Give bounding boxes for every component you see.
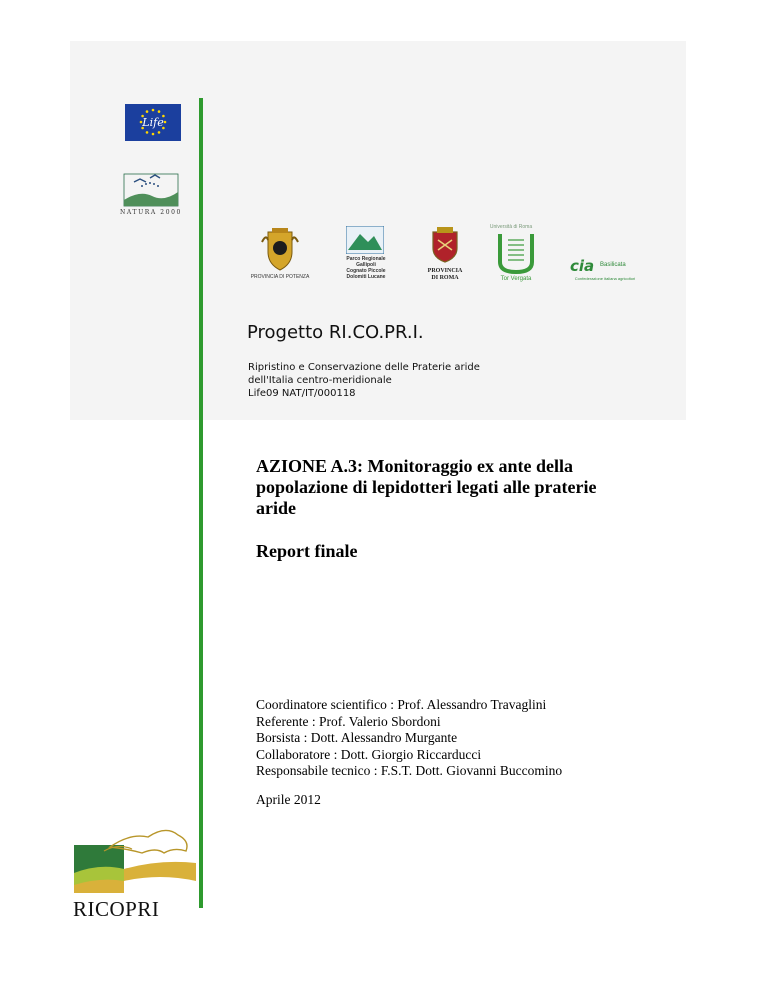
parco-line-1: Parco Regionale [346, 256, 386, 262]
green-vertical-rule [199, 98, 203, 908]
provincia-roma-line-1: PROVINCIA [427, 268, 463, 274]
provincia-roma-line-2: DI ROMA [431, 275, 459, 281]
project-subtitle-line-1: Ripristino e Conservazione delle Praterie aride [248, 362, 480, 373]
tor-vergata-label: Tor Vergata [500, 276, 532, 282]
document-date: Aprile 2012 [256, 792, 321, 807]
credit-line: Referente : Prof. Valerio Sbordoni [256, 713, 441, 729]
project-subtitle-line-2: dell'Italia centro-meridionale [248, 375, 392, 386]
provincia-roma-label [418, 268, 472, 282]
project-subtitle [248, 361, 480, 400]
parco-regionale-logo [346, 226, 384, 259]
credit-line: Collaboratore : Dott. Giorgio Riccarducci [256, 746, 482, 762]
provincia-roma-crest [428, 226, 462, 269]
parco-regionale-label [346, 256, 386, 280]
svg-text:cia: cia [570, 257, 595, 274]
report-heading: Report finale [256, 541, 358, 561]
credit-line: Coordinatore scientifico : Prof. Alessandro Travaglini [256, 697, 547, 712]
parco-line-2: Gallipoli [356, 262, 376, 268]
parco-line-4: Dolomiti Lucane [346, 274, 386, 280]
parco-line-3: Cognato Piccole [346, 268, 386, 274]
project-subtitle-line-3: Life09 NAT/IT/000118 [248, 388, 356, 399]
tor-vergata-top-label: Università di Roma [489, 224, 533, 230]
ricopri-logo [70, 823, 200, 903]
life-logo-text: Life [142, 116, 164, 129]
provincia-potenza-crest [254, 226, 306, 279]
cia-basilicata-label: Basilicata [600, 262, 626, 268]
credit-line: Borsista : Dott. Alessandro Murgante [256, 730, 458, 745]
cia-sub-label: Confederazione italiana agricoltori [574, 276, 636, 281]
natura-2000-label: NATURA 2000 [120, 209, 182, 216]
credits-block [256, 697, 562, 780]
eu-life-logo [125, 104, 181, 141]
credit-line: Responsabile tecnico : F.S.T. Dott. Giovanni Buccomino [256, 763, 563, 778]
project-title: Progetto RI.CO.PR.I. [247, 322, 424, 343]
azione-heading: AZIONE A.3: Monitoraggio ex ante della popolazione di lepidotteri legati alle praterie aride [256, 456, 597, 518]
provincia-potenza-label: PROVINCIA DI POTENZA [250, 274, 310, 280]
ricopri-wordmark: RICOPRI [73, 897, 160, 921]
tor-vergata-logo [494, 232, 538, 281]
